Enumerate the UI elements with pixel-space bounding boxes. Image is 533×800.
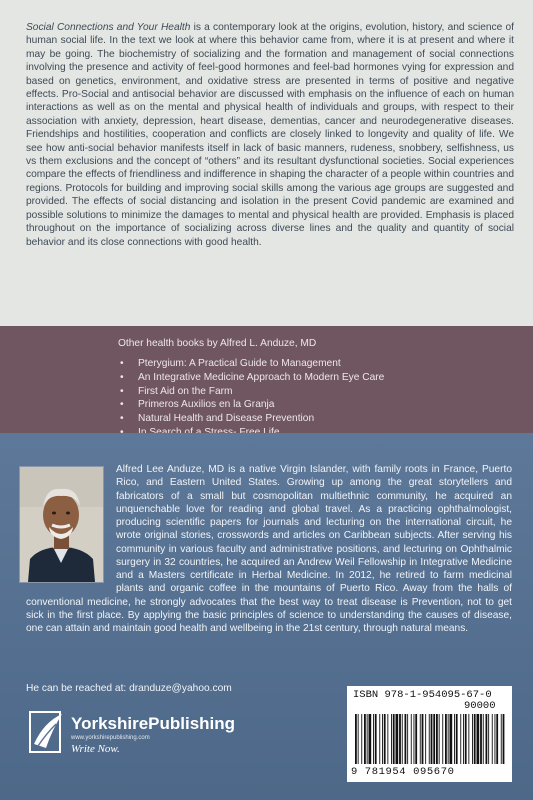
publisher-name: YorkshirePublishing xyxy=(71,714,236,733)
book-list-item: • Primeros Auxilios en la Granja xyxy=(118,398,384,412)
publisher-logo xyxy=(26,708,266,778)
book-list-item: • Natural Health and Disease Prevention xyxy=(118,412,384,426)
isbn-number: ISBN 978-1-954095-67-0 xyxy=(353,689,492,701)
book-list-item: • An Integrative Medicine Approach to Modern Eye Care xyxy=(118,371,384,385)
book-list-item: • First Aid on the Farm xyxy=(118,385,384,399)
publisher-tagline: Write Now. xyxy=(71,743,120,755)
book-title: Social Connections and Your Health xyxy=(26,22,191,33)
book-description xyxy=(26,21,514,249)
ean-digits: 9 781954 095670 xyxy=(351,766,455,778)
author-portrait-image xyxy=(20,467,103,582)
other-books-heading: Other health books by Alfred L. Anduze, MD xyxy=(118,338,317,349)
author-contact: He can be reached at: dranduze@yahoo.com xyxy=(26,683,232,694)
other-books-list xyxy=(118,357,384,440)
description-text: is a contemporary look at the origins, evolution, history, and science of human social life. In the text we look at where this behavior came from, where it is at present and where it may be going. The biochemistry of socializing and the formation and management of social connections involving the presence and activity of feel-good hormones and feel-bad hormones vying for expression and based on genetics, environment, and oxidative stress are presented in terms of positive and negative effects. Pro-Social and antisocial behavior are discussed with emphasis on the influence of each on human interactions as well as on the mental and physical health of individuals and groups, with respect to their association with anxiety, depression, heart disease, dementias, cancer and neurodegenerative diseases. Friendships and hostilities, cooperation and conflicts are closely linked to longevity and quality of life. We see how anti-social behavior manifests itself in lack of basic manners, rudeness, snobbery, selfishness, us vs them exclusions and the concept of “others” and its resultant dysfunctional societies. Social experiences compare the effects of friendliness and indifference in shaping the character of a people within countries and regions. Protocols for building and improving social skills among the various age groups are suggested and provided. The effects of social distancing and isolation in the present Covid pandemic are examined and possible solutions to minimize the damages to mental and physical health are provided. Emphasis is placed throughout on the importance of socializing across diverse lines and the quality and quantity of social behavior and its close connections with good health. xyxy=(26,22,515,248)
author-bio-text: Alfred Lee Anduze, MD is a native Virgin Islander, with family roots in France, Puerto Rico, and Eastern United States. Growing up among the great storytellers and fabricators of a small but cosmopolitan multiethnic community, he acquired an unquenchable love for reading and global travel. As a practicing ophthalmologist, producing scientific papers for journals and lecturing on the international circuit, he wrote original stories, crosswords and articles on Caribbean subjects. After serving his community in various faculty and administrative positions, and lecturing on Ophthalmic surgery in 32 countries, he acquired an Andrew Weil Fellowship in Integrative Medicine and a Masters certificate in Herbal Medicine. In 2012, he retired to farm medicinal plants and organic coffee in the mountains of Puerto Rico. Away from the halls of conventional medicine, he strongly advocates that the best way to treat disease is Prevention, not to get sick in the first place. By applying the basic principles of science to understanding the causes of disease, one can attain and maintain good health and wellbeing in the 21st century, through natural means. xyxy=(26,464,512,634)
publisher-url: www.yorkshirepublishing.com xyxy=(71,735,150,741)
description-panel xyxy=(0,0,533,326)
barcode-bars xyxy=(353,714,505,766)
isbn-barcode xyxy=(347,686,512,782)
publisher-emblem-icon xyxy=(26,708,66,760)
author-photo xyxy=(19,466,104,583)
book-list-item: • Pterygium: A Practical Guide to Management xyxy=(118,357,384,371)
price-code: 90000 xyxy=(464,700,496,712)
